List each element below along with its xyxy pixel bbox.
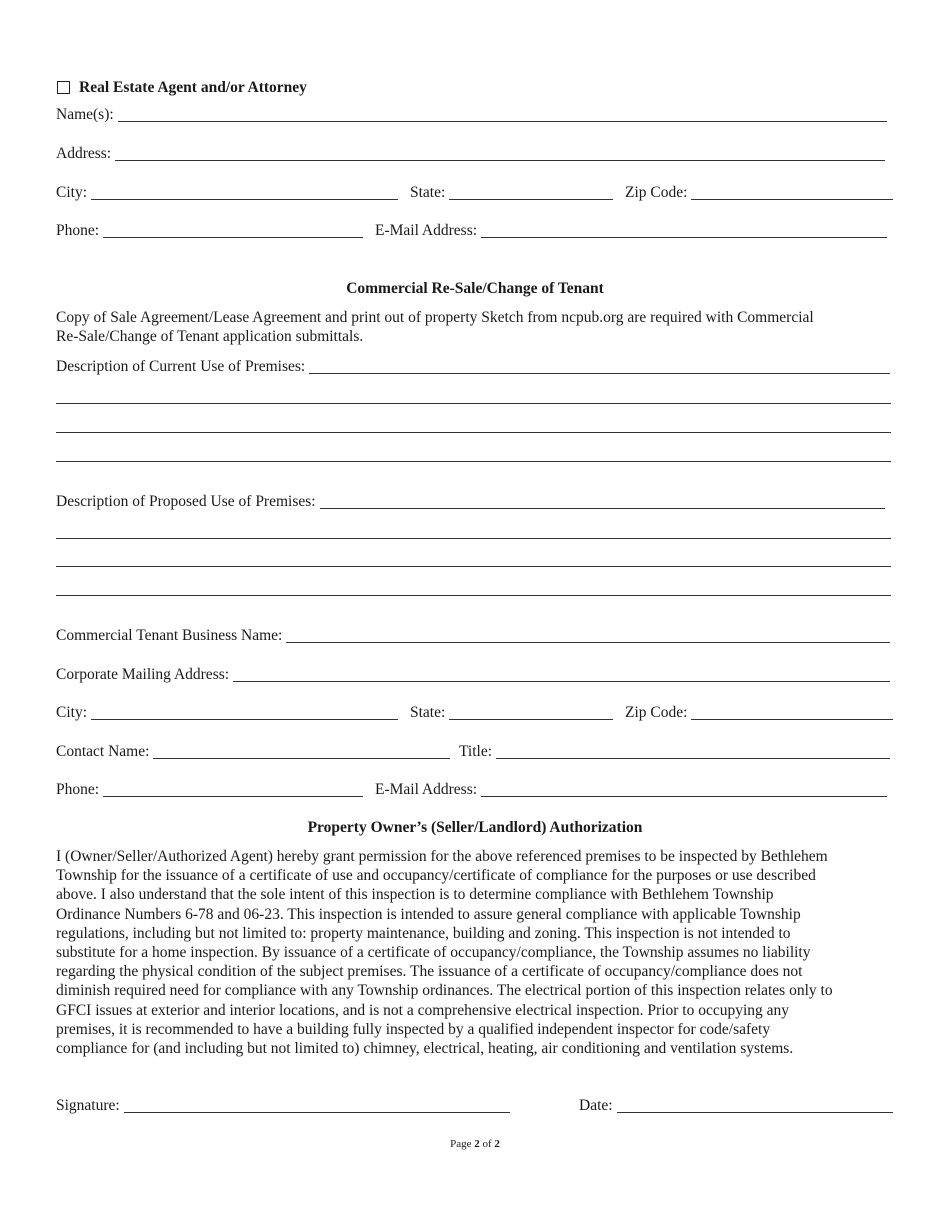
authorization-line: compliance for (and including but not limited to) chimney, electrical, heating, air conditioning and ventilation systems.	[56, 1040, 794, 1057]
authorization-line: diminish required need for compliance with any Township ordinances. The electrical portion of this inspection relates only to	[56, 982, 833, 1000]
signature-line[interactable]	[124, 1098, 510, 1113]
proposed-use-field[interactable]	[56, 493, 885, 511]
commercial-state-line[interactable]	[449, 705, 613, 720]
proposed-use-extra-line[interactable]	[56, 538, 891, 539]
page-prefix: Page	[450, 1138, 472, 1150]
commercial-city-field[interactable]	[56, 704, 398, 722]
agent-phone-field[interactable]	[56, 222, 363, 240]
agent-phone-line[interactable]	[103, 223, 363, 238]
page-number	[0, 1138, 950, 1150]
commercial-phone-field[interactable]	[56, 781, 363, 799]
page-total: 2	[494, 1138, 500, 1150]
agent-email-label: E-Mail Address:	[375, 222, 478, 239]
date-label: Date:	[579, 1097, 613, 1114]
commercial-section-title: Commercial Re-Sale/Change of Tenant	[346, 280, 604, 297]
commercial-email-line[interactable]	[481, 782, 887, 797]
date-field[interactable]	[579, 1097, 893, 1115]
authorization-line: GFCI issues at exterior and interior locations, and is not a comprehensive electrical inspection. Prior to occupying any	[56, 1001, 790, 1019]
agent-address-label: Address:	[56, 145, 112, 162]
commercial-phone-label: Phone:	[56, 781, 100, 798]
authorization-line: regarding the physical condition of the subject premises. The issuance of a certificate of occupancy/compliance does not	[56, 963, 803, 981]
page-of: of	[482, 1138, 492, 1150]
agent-phone-label: Phone:	[56, 222, 100, 239]
commercial-city-line[interactable]	[91, 705, 398, 720]
current-use-extra-line[interactable]	[56, 432, 891, 433]
contact-name-field[interactable]	[56, 743, 450, 761]
agent-attorney-checkbox[interactable]	[57, 81, 70, 94]
current-use-extra-line[interactable]	[56, 403, 891, 404]
date-line[interactable]	[617, 1098, 893, 1113]
authorization-line: above. I also understand that the sole intent of this inspection is to determine compliance with Bethlehem Township	[56, 886, 774, 904]
commercial-state-field[interactable]	[410, 704, 613, 722]
agent-attorney-label: Real Estate Agent and/or Attorney	[79, 79, 307, 96]
agent-city-field[interactable]	[56, 184, 398, 202]
current-use-extra-line[interactable]	[56, 461, 891, 462]
contact-title-label: Title:	[459, 743, 493, 760]
contact-name-line[interactable]	[153, 744, 450, 759]
agent-names-line[interactable]	[118, 107, 887, 122]
business-name-field[interactable]	[56, 627, 890, 645]
mailing-address-field[interactable]	[56, 666, 890, 684]
agent-zip-label: Zip Code:	[625, 184, 688, 201]
agent-state-field[interactable]	[410, 184, 613, 202]
commercial-email-field[interactable]	[375, 781, 887, 799]
page-current: 2	[474, 1138, 480, 1150]
commercial-state-label: State:	[410, 704, 446, 721]
business-name-label: Commercial Tenant Business Name:	[56, 627, 283, 644]
commercial-zip-field[interactable]	[625, 704, 893, 722]
commercial-zip-line[interactable]	[691, 705, 893, 720]
mailing-address-line[interactable]	[233, 667, 890, 682]
contact-title-field[interactable]	[459, 743, 890, 761]
agent-address-field[interactable]	[56, 145, 885, 163]
contact-title-line[interactable]	[496, 744, 890, 759]
agent-names-field[interactable]	[56, 106, 887, 124]
authorization-line: substitute for a home inspection. By issuance of a certificate of occupancy/compliance, the Township assumes no liability	[56, 944, 811, 961]
agent-state-line[interactable]	[449, 185, 613, 200]
agent-email-field[interactable]	[375, 222, 887, 240]
contact-name-label: Contact Name:	[56, 743, 150, 760]
agent-names-label: Name(s):	[56, 106, 114, 123]
authorization-section-title: Property Owner’s (Seller/Landlord) Authorization	[307, 819, 643, 836]
authorization-line: premises, it is recommended to have a building fully inspected by a qualified independent inspector for code/safety	[56, 1020, 771, 1038]
signature-label: Signature:	[56, 1097, 120, 1114]
authorization-line: I (Owner/Seller/Authorized Agent) hereby grant permission for the above referenced premises to be inspected by Bethlehem	[56, 848, 828, 865]
commercial-city-label: City:	[56, 704, 88, 721]
commercial-phone-line[interactable]	[103, 782, 363, 797]
authorization-line: regulations, including but not limited to: property maintenance, building and zoning. This inspection is not intended to	[56, 924, 791, 942]
signature-field[interactable]	[56, 1097, 510, 1115]
proposed-use-extra-line[interactable]	[56, 566, 891, 567]
commercial-intro-line-1: Copy of Sale Agreement/Lease Agreement and print out of property Sketch from ncpub.org are required with Commercial	[56, 309, 814, 326]
commercial-intro-line-2: Re-Sale/Change of Tenant application submittals.	[56, 328, 364, 345]
agent-email-line[interactable]	[481, 223, 887, 238]
agent-zip-line[interactable]	[691, 185, 893, 200]
authorization-line: Township for the issuance of a certificate of use and occupancy/certificate of compliance for the purposes or use described	[56, 867, 816, 885]
proposed-use-label: Description of Proposed Use of Premises:	[56, 493, 316, 510]
current-use-field[interactable]	[56, 358, 890, 376]
commercial-email-label: E-Mail Address:	[375, 781, 478, 798]
business-name-line[interactable]	[286, 628, 890, 643]
proposed-use-line[interactable]	[320, 494, 885, 509]
authorization-line: Ordinance Numbers 6-78 and 06-23. This inspection is intended to assure general compliance with applicable Township	[56, 905, 801, 923]
agent-state-label: State:	[410, 184, 446, 201]
commercial-zip-label: Zip Code:	[625, 704, 688, 721]
current-use-label: Description of Current Use of Premises:	[56, 358, 306, 375]
mailing-address-label: Corporate Mailing Address:	[56, 666, 230, 683]
current-use-line[interactable]	[309, 359, 890, 374]
agent-city-line[interactable]	[91, 185, 398, 200]
proposed-use-extra-line[interactable]	[56, 595, 891, 596]
agent-address-line[interactable]	[115, 146, 885, 161]
agent-city-label: City:	[56, 184, 88, 201]
agent-zip-field[interactable]	[625, 184, 893, 202]
